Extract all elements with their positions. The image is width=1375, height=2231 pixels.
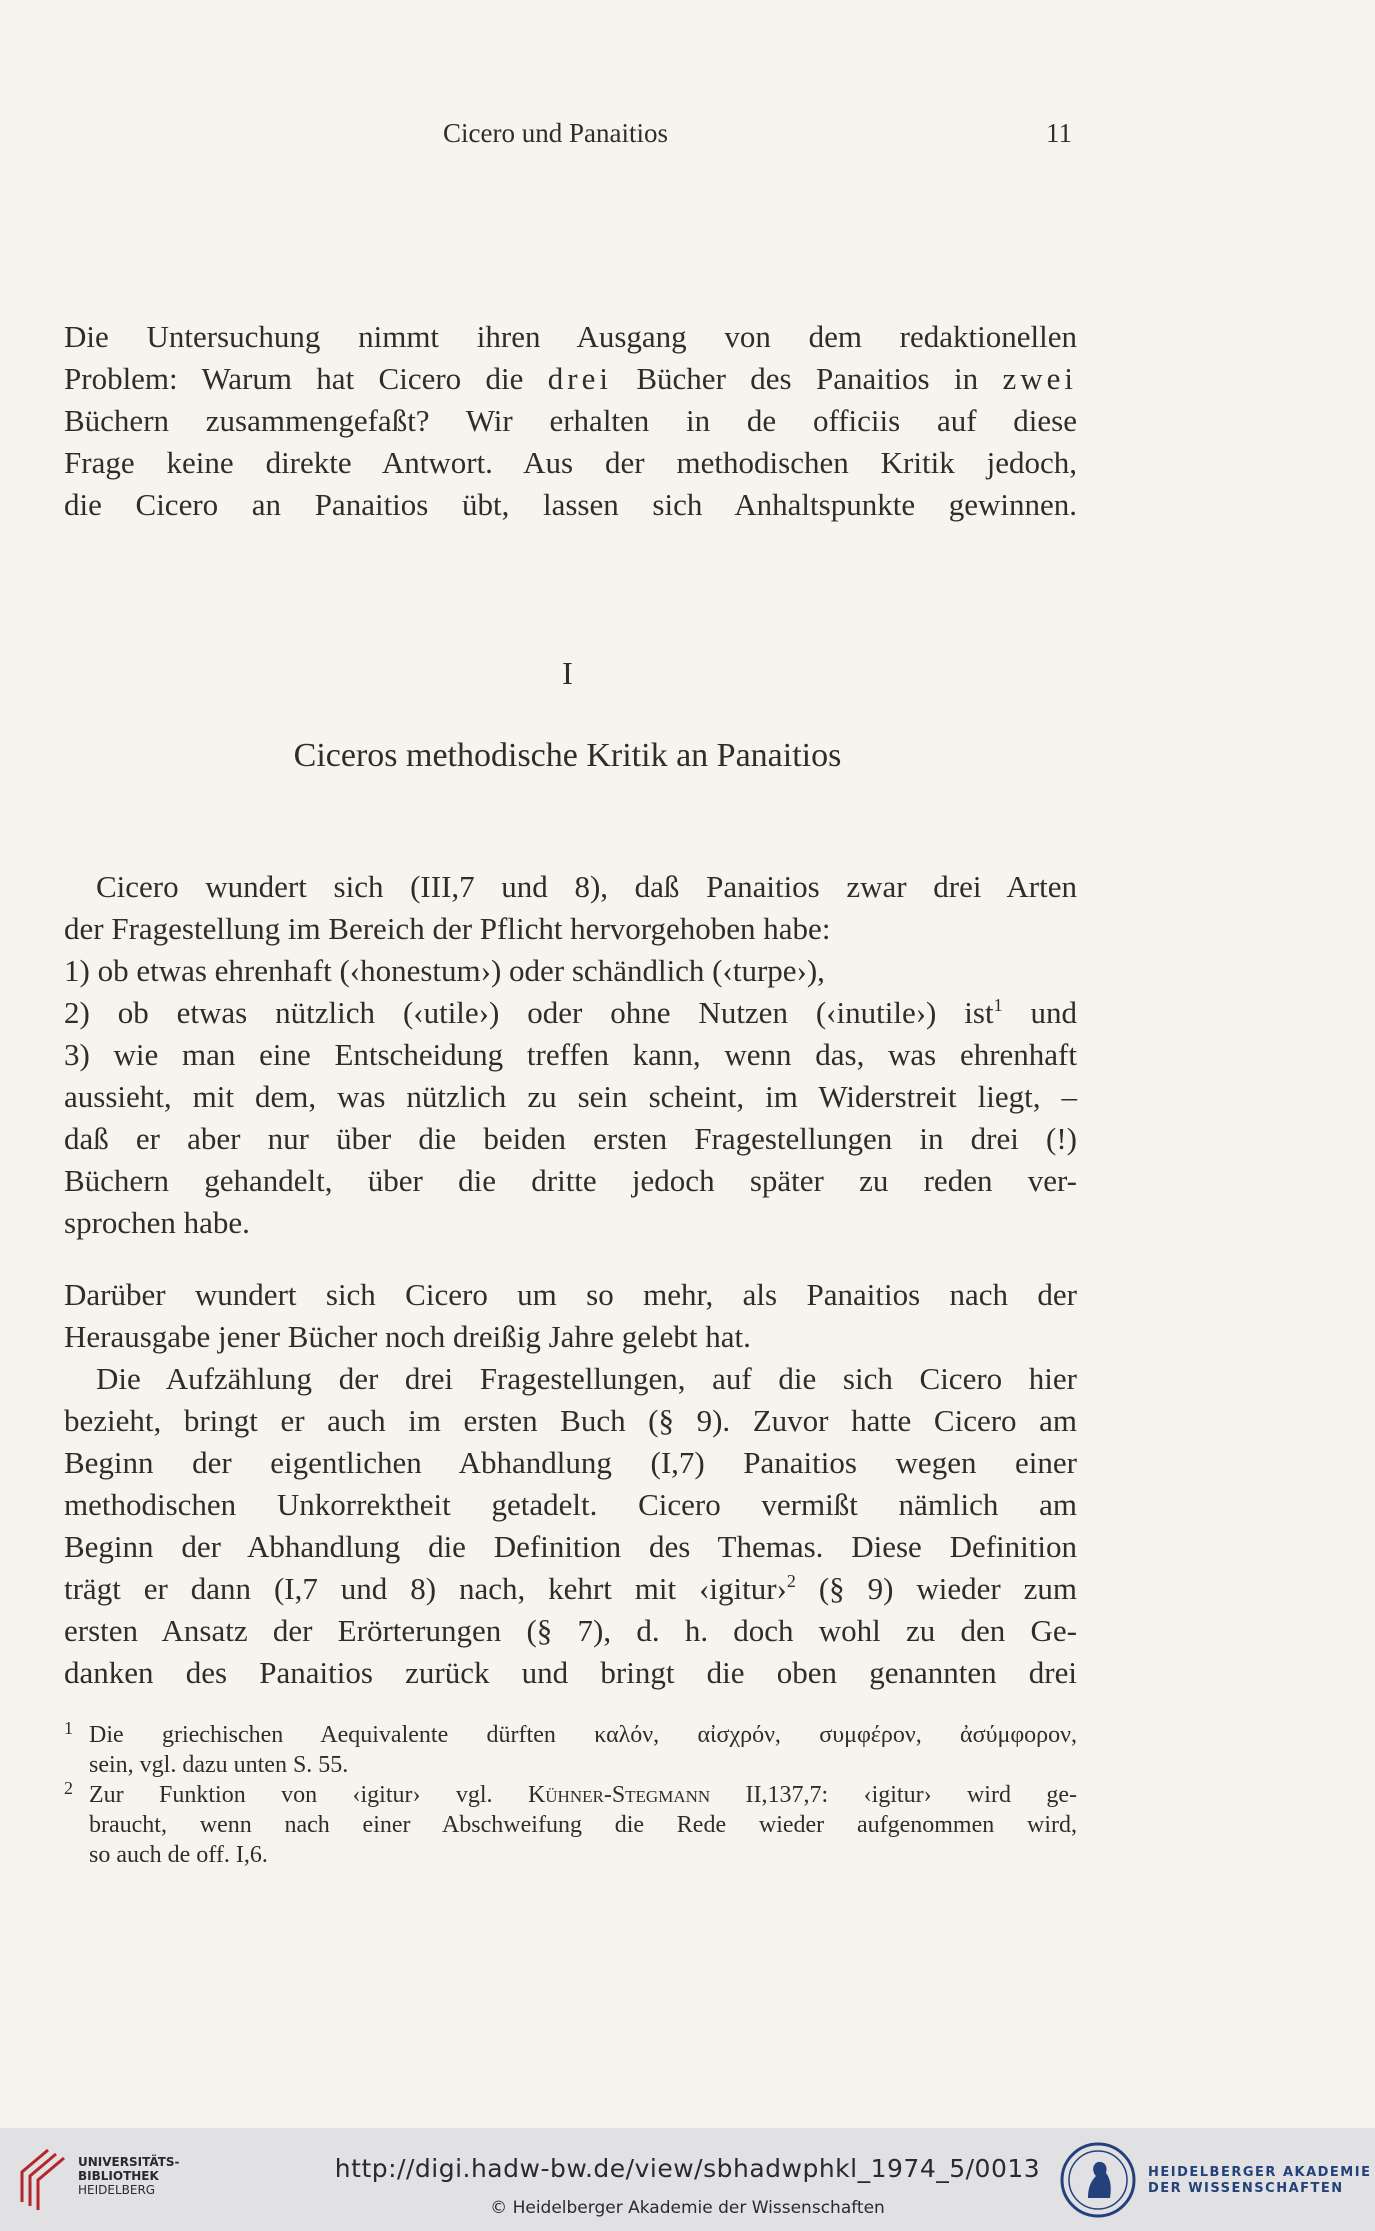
copyright-notice: © Heidelberger Akademie der Wissenschaften — [490, 2198, 885, 2218]
spaced-emphasis: drei — [547, 361, 612, 396]
page-number: 11 — [1046, 118, 1072, 148]
text-line: bezieht, bringt er auch im ersten Buch (§ 9). Zuvor hatte Cicero am — [64, 1403, 1077, 1438]
text-line: 3) wie man eine Entscheidung treffen kann, wenn das, was ehrenhaft — [64, 1037, 1077, 1072]
text-line: Beginn der Abhandlung die Definition des Themas. Diese Definition — [64, 1529, 1077, 1564]
text-line: Problem: Warum hat Cicero die drei Bücher des Panaitios in zwei — [64, 361, 1077, 396]
text-line: methodischen Unkorrektheit getadelt. Cicero vermißt nämlich am — [64, 1487, 1077, 1522]
body-paragraph-3 — [64, 1358, 1077, 1694]
section-number: I — [562, 655, 573, 691]
running-title: Cicero und Panaitios — [443, 118, 668, 148]
text-line: ersten Ansatz der Erörterungen (§ 7), d. h. doch wohl zu den Ge- — [64, 1613, 1077, 1648]
author-name: Kühner-Stegmann — [527, 1782, 711, 1808]
spaced-emphasis: zwei — [1002, 361, 1077, 396]
text-line: die Cicero an Panaitios übt, lassen sich Anhaltspunkte gewinnen. — [64, 487, 1077, 522]
footnote-mark: 1 — [993, 995, 1003, 1015]
footnote-1-line: sein, vgl. dazu unten S. 55. — [89, 1752, 349, 1778]
permalink-url[interactable]: http://digi.hadw-bw.de/view/sbhadwphkl_1974_5/0013 — [334, 2154, 1041, 2183]
text-line: 2) ob etwas nützlich (‹utile›) oder ohne Nutzen (‹inutile›) ist$^1$ und — [64, 995, 1077, 1030]
text-line: Darüber wundert sich Cicero um so mehr, als Panaitios nach der — [64, 1277, 1077, 1312]
academy-seal-icon — [1058, 2140, 1138, 2220]
academy-name: HEIDELBERGER AKADEMIE DER WISSENSCHAFTEN — [1148, 2165, 1372, 2196]
text-line: der Fragestellung im Bereich der Pflicht hervorgehoben habe: — [64, 911, 831, 946]
footnote-mark: 2 — [786, 1571, 796, 1591]
text-line: sprochen habe. — [64, 1205, 250, 1240]
text-line: Frage keine direkte Antwort. Aus der methodischen Kritik jedoch, — [64, 445, 1077, 480]
text-line: Cicero wundert sich (III,7 und 8), daß Panaitios zwar drei Arten — [96, 869, 1077, 904]
footnotes — [64, 1720, 1077, 1870]
text-line: Herausgabe jener Bücher noch dreißig Jahre gelebt hat. — [64, 1319, 751, 1354]
university-library-name: UNIVERSITÄTS- BIBLIOTHEK HEIDELBERG — [78, 2155, 180, 2197]
text-line: trägt er dann (I,7 und 8) nach, kehrt mit ‹igitur›$^2$ (§ 9) wieder zum — [64, 1571, 1077, 1606]
text-line: Die Aufzählung der drei Fragestellungen, auf die sich Cicero hier — [96, 1361, 1077, 1396]
text-line: daß er aber nur über die beiden ersten Fragestellungen in drei (!) — [64, 1121, 1077, 1156]
body-paragraph-2 — [64, 1274, 1077, 1358]
footnote-2-line: 2 Zur Funktion von ‹igitur› vgl. Kühner-Stegmann II,137,7: ‹igitur› wird ge- — [64, 1778, 1077, 1808]
footnote-1-line: 1 Die griechischen Aequivalente dürften καλόν, αἰσχρόν, συμφέρον, ἀσύμφορον, — [64, 1718, 1077, 1748]
text-line: Büchern gehandelt, über die dritte jedoch später zu reden ver- — [64, 1163, 1077, 1198]
intro-paragraph — [64, 316, 1077, 526]
footnote-2-line: so auch de off. I,6. — [89, 1842, 268, 1868]
text-line: Büchern zusammengefaßt? Wir erhalten in de officiis auf diese — [64, 403, 1077, 438]
section-title: Ciceros methodische Kritik an Panaitios — [293, 737, 842, 774]
text-line: danken des Panaitios zurück und bringt die oben genannten drei — [64, 1655, 1077, 1690]
text-line: Die Untersuchung nimmt ihren Ausgang von dem redaktionellen — [64, 319, 1077, 354]
body-paragraph-1 — [64, 866, 1077, 1244]
viewer-footer — [0, 2128, 1375, 2231]
text-line: Beginn der eigentlichen Abhandlung (I,7) Panaitios wegen einer — [64, 1445, 1077, 1480]
text-line: aussieht, mit dem, was nützlich zu sein scheint, im Widerstreit liegt, – — [64, 1079, 1077, 1114]
text-line: 1) ob etwas ehrenhaft (‹honestum›) oder schändlich (‹turpe›), — [64, 953, 825, 988]
running-head — [0, 118, 1375, 158]
footnote-2-line: braucht, wenn nach einer Abschweifung die Rede wieder aufgenommen wird, — [89, 1812, 1077, 1838]
